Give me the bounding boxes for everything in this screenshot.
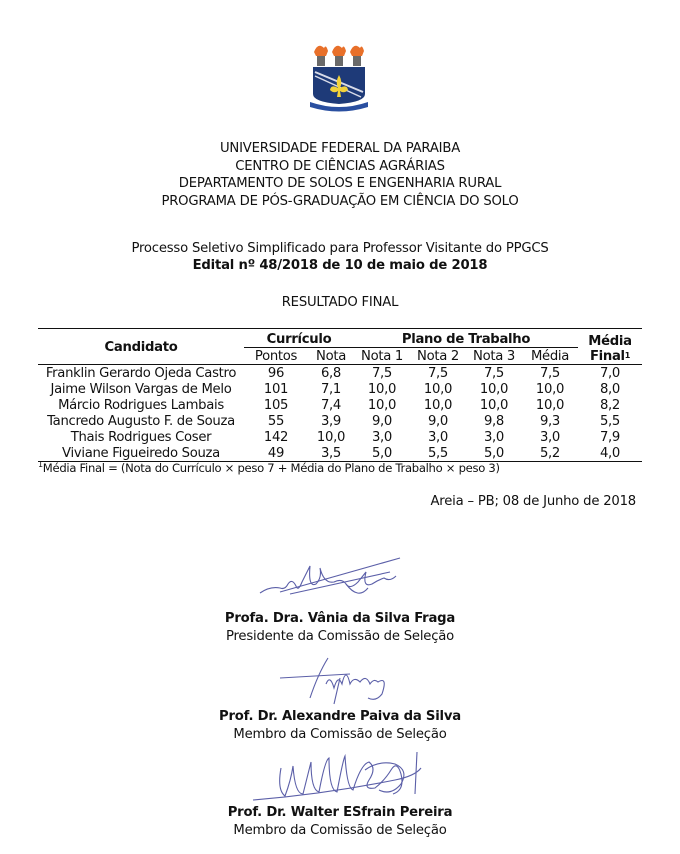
candidate-name: Franklin Gerardo Ojeda Castro bbox=[45, 365, 237, 381]
nota-2-cell: 5,5 bbox=[410, 445, 466, 462]
nota-1-cell: 9,0 bbox=[371, 413, 393, 429]
nota-curriculo-cell: 3,9 bbox=[320, 413, 342, 429]
torch-icon bbox=[350, 46, 364, 66]
signature-image bbox=[245, 750, 435, 804]
header-media: Média bbox=[522, 348, 578, 365]
nota-3-cell: 5,0 bbox=[466, 445, 522, 462]
media-final-cell: 4,0 bbox=[578, 445, 642, 462]
nota-1-cell: 3,0 bbox=[371, 429, 393, 445]
nota-curriculo-cell: 3,5 bbox=[308, 445, 354, 462]
footnote-marker: 1 bbox=[624, 351, 631, 360]
results-table bbox=[38, 328, 642, 462]
header-nota-3: Nota 3 bbox=[466, 348, 522, 365]
table-row bbox=[38, 397, 642, 413]
candidate-name: Márcio Rodrigues Lambais bbox=[58, 397, 224, 413]
nota-3-cell: 10,0 bbox=[479, 381, 509, 397]
nota-2-cell: 9,0 bbox=[427, 413, 449, 429]
header-media-final bbox=[578, 329, 642, 365]
candidate-name: Jaime Wilson Vargas de Melo bbox=[50, 381, 232, 397]
signature-block bbox=[0, 654, 680, 743]
media-final-cell: 7,0 bbox=[599, 365, 621, 381]
header-curriculo: Currículo bbox=[244, 329, 354, 348]
header-line: CENTRO DE CIÊNCIAS AGRÁRIAS bbox=[235, 158, 445, 174]
nota-curriculo-cell: 6,8 bbox=[320, 365, 342, 381]
nota-3-cell: 9,8 bbox=[483, 413, 505, 429]
signer-name: Prof. Dr. Walter ESfrain Pereira bbox=[227, 805, 453, 820]
header-pontos: Pontos bbox=[244, 348, 308, 365]
candidate-name: Viviane Figueiredo Souza bbox=[38, 445, 244, 462]
pontos-cell: 49 bbox=[244, 445, 308, 462]
nota-1-cell: 5,0 bbox=[354, 445, 410, 462]
media-final-cell: 8,0 bbox=[599, 381, 621, 397]
nota-2-cell: 10,0 bbox=[423, 381, 453, 397]
header-plano-trabalho: Plano de Trabalho bbox=[354, 329, 578, 348]
candidate-name: Thais Rodrigues Coser bbox=[70, 429, 212, 445]
header-candidate: Candidato bbox=[38, 329, 244, 365]
table-row bbox=[38, 413, 642, 429]
table-row bbox=[38, 429, 642, 445]
signer-role: Membro da Comissão de Seleção bbox=[233, 726, 447, 742]
signer-name: Prof. Dr. Alexandre Paiva da Silva bbox=[219, 709, 461, 724]
signature-block bbox=[0, 548, 680, 645]
nota-curriculo-cell: 10,0 bbox=[316, 429, 346, 445]
header-nota: Nota bbox=[308, 348, 354, 365]
signature-image bbox=[270, 654, 410, 708]
nota-2-cell: 3,0 bbox=[427, 429, 449, 445]
pontos-cell: 101 bbox=[263, 381, 289, 397]
process-title: Processo Seletivo Simplificado para Professor Visitante do PPGCS bbox=[131, 241, 549, 256]
signature-image bbox=[250, 548, 430, 610]
signer-name: Profa. Dra. Vânia da Silva Fraga bbox=[224, 611, 456, 626]
header-media-final-line1: Média bbox=[588, 334, 632, 349]
nota-1-cell: 7,5 bbox=[371, 365, 393, 381]
process-block bbox=[0, 240, 680, 274]
media-plano-cell: 3,0 bbox=[539, 429, 561, 445]
signer-role: Membro da Comissão de Seleção bbox=[233, 822, 447, 838]
table-row bbox=[38, 445, 642, 462]
torch-icon bbox=[332, 46, 346, 66]
header-line: DEPARTAMENTO DE SOLOS E ENGENHARIA RURAL bbox=[178, 176, 502, 191]
candidate-name: Tancredo Augusto F. de Souza bbox=[47, 413, 235, 429]
pontos-cell: 55 bbox=[267, 413, 285, 429]
media-plano-cell: 9,3 bbox=[539, 413, 561, 429]
nota-1-cell: 10,0 bbox=[367, 397, 397, 413]
header-nota-1: Nota 1 bbox=[354, 348, 410, 365]
nota-1-cell: 10,0 bbox=[367, 381, 397, 397]
media-final-cell: 5,5 bbox=[599, 413, 621, 429]
signer-role: Presidente da Comissão de Seleção bbox=[225, 628, 455, 644]
nota-curriculo-cell: 7,1 bbox=[320, 381, 342, 397]
header-line: UNIVERSIDADE FEDERAL DA PARAIBA bbox=[219, 141, 461, 156]
pontos-cell: 142 bbox=[263, 429, 289, 445]
media-plano-cell: 10,0 bbox=[535, 381, 565, 397]
result-title: RESULTADO FINAL bbox=[281, 295, 399, 310]
signature-block bbox=[0, 750, 680, 839]
footnote-text: Média Final = (Nota do Currículo × peso 7 + Média do Plano de Trabalho × peso 3) bbox=[42, 461, 500, 475]
nota-3-cell: 7,5 bbox=[483, 365, 505, 381]
nota-3-cell: 10,0 bbox=[479, 397, 509, 413]
institution-header bbox=[0, 140, 680, 210]
pontos-cell: 105 bbox=[263, 397, 289, 413]
torch-icon bbox=[314, 46, 328, 66]
media-plano-cell: 7,5 bbox=[539, 365, 561, 381]
footnote-mark: 1 bbox=[38, 460, 43, 469]
nota-2-cell: 7,5 bbox=[427, 365, 449, 381]
media-final-cell: 7,9 bbox=[599, 429, 621, 445]
header-line: PROGRAMA DE PÓS-GRADUAÇÃO EM CIÊNCIA DO SOLO bbox=[161, 193, 519, 209]
table-row bbox=[38, 365, 642, 382]
media-final-cell: 8,2 bbox=[599, 397, 621, 413]
shield-icon bbox=[313, 67, 365, 104]
header-media-final-line2: Final bbox=[589, 349, 625, 364]
media-plano-cell: 10,0 bbox=[535, 397, 565, 413]
table-row bbox=[38, 381, 642, 397]
media-plano-cell: 5,2 bbox=[522, 445, 578, 462]
university-logo bbox=[306, 42, 372, 112]
header-nota-2: Nota 2 bbox=[410, 348, 466, 365]
footnote bbox=[38, 461, 500, 475]
edital-title: Edital nº 48/2018 de 10 de maio de 2018 bbox=[192, 258, 488, 273]
nota-2-cell: 10,0 bbox=[423, 397, 453, 413]
place-date: Areia – PB; 08 de Junho de 2018 bbox=[430, 494, 636, 509]
nota-curriculo-cell: 7,4 bbox=[320, 397, 342, 413]
pontos-cell: 96 bbox=[267, 365, 285, 381]
nota-3-cell: 3,0 bbox=[483, 429, 505, 445]
